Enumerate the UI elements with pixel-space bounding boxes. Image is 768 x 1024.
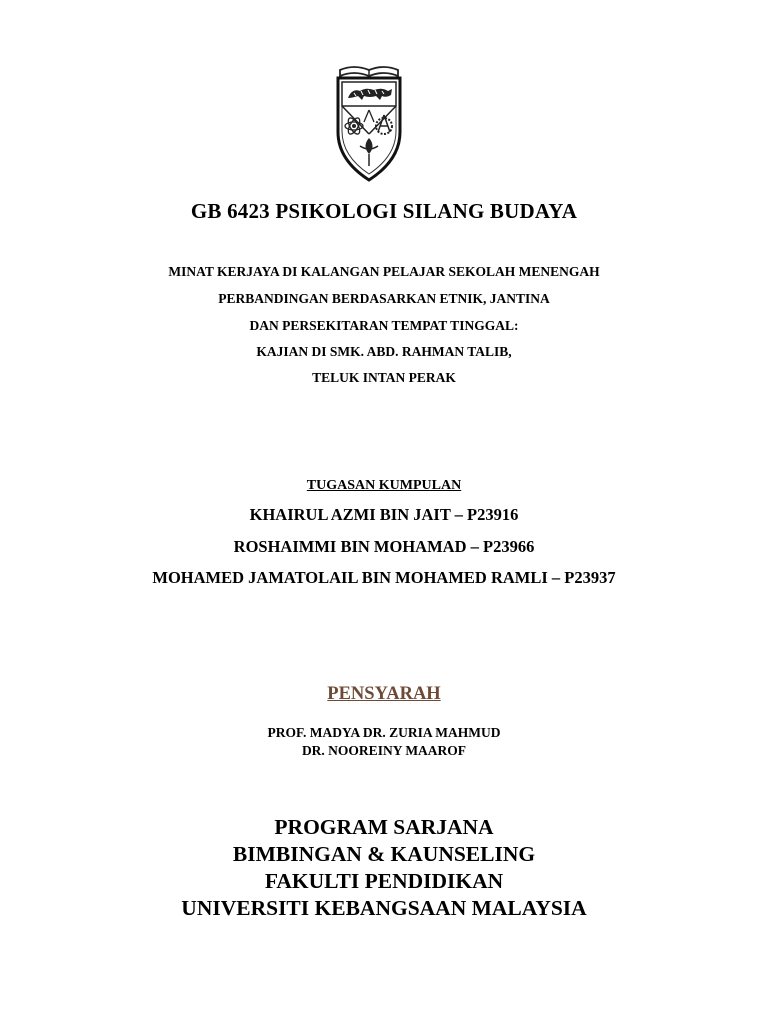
lecturer-name: DR. NOOREINY MAAROF xyxy=(301,743,467,758)
lecturer-name: PROF. MADYA DR. ZURIA MAHMUD xyxy=(267,725,501,740)
group-member: MOHAMED JAMATOLAIL BIN MOHAMED RAMLI – P23937 xyxy=(152,568,616,587)
group-assignment-heading: TUGASAN KUMPULAN xyxy=(306,478,462,493)
group-member: KHAIRUL AZMI BIN JAIT – P23916 xyxy=(249,505,519,524)
lecturer-heading: PENSYARAH xyxy=(327,684,441,704)
thesis-title-line: MINAT KERJAYA DI KALANGAN PELAJAR SEKOLAH MENENGAH xyxy=(168,264,600,279)
thesis-title-line: DAN PERSEKITARAN TEMPAT TINGGAL: xyxy=(249,318,519,333)
group-member: ROSHAIMMI BIN MOHAMAD – P23966 xyxy=(233,537,535,556)
program-line: PROGRAM SARJANA xyxy=(274,815,494,839)
thesis-title-line: TELUK INTAN PERAK xyxy=(312,370,456,385)
thesis-title-line: PERBANDINGAN BERDASARKAN ETNIK, JANTINA xyxy=(218,291,550,306)
course-title: GB 6423 PSIKOLOGI SILANG BUDAYA xyxy=(190,199,578,223)
thesis-title-line: KAJIAN DI SMK. ABD. RAHMAN TALIB, xyxy=(256,344,512,359)
program-line: BIMBINGAN & KAUNSELING xyxy=(232,842,536,866)
program-line: FAKULTI PENDIDIKAN xyxy=(264,869,504,893)
ukm-crest-icon xyxy=(334,60,404,185)
program-line: UNIVERSITI KEBANGSAAN MALAYSIA xyxy=(181,896,587,920)
